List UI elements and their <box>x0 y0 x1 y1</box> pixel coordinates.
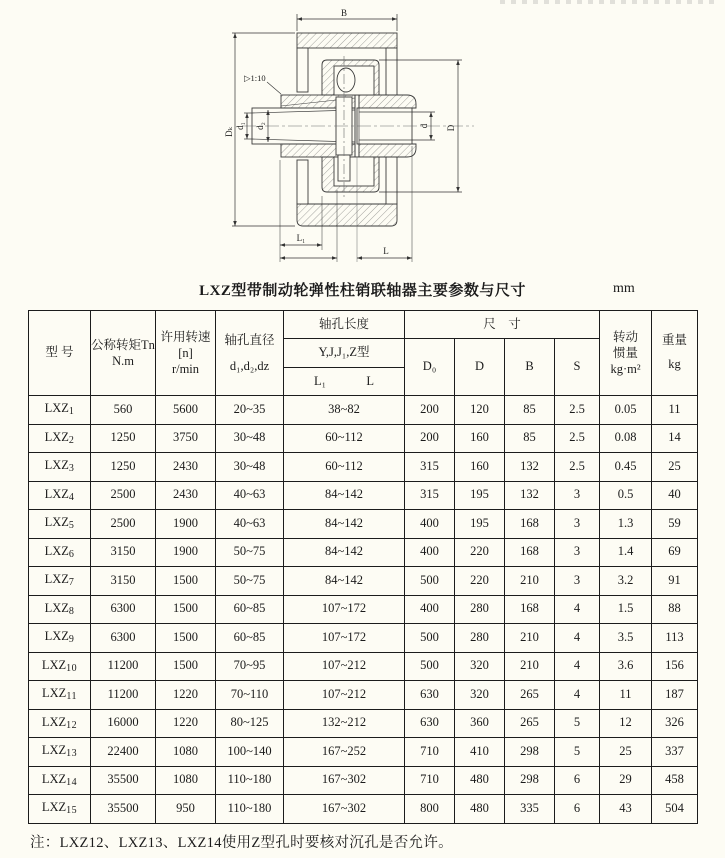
cell-s: 4 <box>555 624 600 653</box>
footnote: 注：LXZ12、LXZ13、LXZ14使用Z型孔时要核对沉孔是否允许。 <box>30 835 453 851</box>
cell-length: 84~142 <box>284 481 405 510</box>
header-D0: D₀ <box>405 339 455 396</box>
cell-speed: 1500 <box>156 624 216 653</box>
cell-inertia: 0.5 <box>600 481 652 510</box>
cell-d: 160 <box>455 424 505 453</box>
cell-speed: 1080 <box>156 766 216 795</box>
right-flange-rim-top <box>359 95 416 108</box>
cell-b: 85 <box>505 424 555 453</box>
cell-bore: 60~85 <box>216 624 284 653</box>
cell-weight: 14 <box>652 424 698 453</box>
cell-d0: 315 <box>405 481 455 510</box>
cell-model: LXZ2 <box>29 424 91 453</box>
cell-b: 265 <box>505 709 555 738</box>
table-row <box>29 681 698 710</box>
cell-inertia: 25 <box>600 738 652 767</box>
table-row <box>29 396 698 425</box>
table-row <box>29 510 698 539</box>
cell-weight: 156 <box>652 652 698 681</box>
cell-model: LXZ15 <box>29 795 91 824</box>
cell-torque: 2500 <box>91 481 156 510</box>
cell-d: 410 <box>455 738 505 767</box>
header-bore-diameter: 轴孔直径 d₁,d₂,dz <box>216 311 284 396</box>
cell-weight: 59 <box>652 510 698 539</box>
cell-weight: 504 <box>652 795 698 824</box>
cell-bore: 50~75 <box>216 567 284 596</box>
cell-d: 320 <box>455 681 505 710</box>
cell-torque: 3150 <box>91 538 156 567</box>
cell-b: 168 <box>505 510 555 539</box>
right-flange-rim-bottom <box>359 144 416 157</box>
cell-speed: 1220 <box>156 709 216 738</box>
header-speed: 许用转速 [n] r/min <box>156 311 216 396</box>
cell-model: LXZ5 <box>29 510 91 539</box>
cell-bore: 50~75 <box>216 538 284 567</box>
taper-label: ▷1:10 <box>244 73 266 83</box>
header-bore-length-types: Y,J,J₁,Z型 <box>284 339 405 368</box>
cell-s: 3 <box>555 481 600 510</box>
cell-torque: 35500 <box>91 795 156 824</box>
cell-b: 168 <box>505 595 555 624</box>
cell-model: LXZ9 <box>29 624 91 653</box>
cell-inertia: 11 <box>600 681 652 710</box>
cell-model: LXZ12 <box>29 709 91 738</box>
table-row <box>29 567 698 596</box>
pin-bulb <box>337 68 355 92</box>
cell-length: 84~142 <box>284 538 405 567</box>
cell-model: LXZ11 <box>29 681 91 710</box>
cell-length: 84~142 <box>284 567 405 596</box>
drum-bottom-band <box>297 204 397 226</box>
coupling-section-drawing <box>222 0 494 270</box>
cell-d: 220 <box>455 538 505 567</box>
dim-d2-label: d₂ <box>255 122 265 130</box>
table-row <box>29 481 698 510</box>
table-row <box>29 453 698 482</box>
cell-bore: 60~85 <box>216 595 284 624</box>
cell-inertia: 1.5 <box>600 595 652 624</box>
table-row <box>29 424 698 453</box>
cutoff-text-fragment <box>500 0 715 4</box>
drum-top-left-lip <box>297 48 308 92</box>
cell-speed: 1080 <box>156 738 216 767</box>
drum-bottom-left-lip <box>297 160 308 204</box>
cell-model: LXZ13 <box>29 738 91 767</box>
cell-s: 5 <box>555 709 600 738</box>
parameters-table <box>28 310 698 824</box>
dim-L1-label: L₁ <box>296 233 306 243</box>
cell-b: 168 <box>505 538 555 567</box>
cell-d: 280 <box>455 595 505 624</box>
cell-length: 132~212 <box>284 709 405 738</box>
cell-inertia: 3.6 <box>600 652 652 681</box>
cell-b: 298 <box>505 766 555 795</box>
cell-model: LXZ6 <box>29 538 91 567</box>
cell-length: 107~172 <box>284 624 405 653</box>
cell-speed: 950 <box>156 795 216 824</box>
cell-d: 195 <box>455 481 505 510</box>
cell-speed: 1500 <box>156 567 216 596</box>
cell-s: 4 <box>555 681 600 710</box>
cell-speed: 1500 <box>156 652 216 681</box>
cell-s: 4 <box>555 652 600 681</box>
dim-L-label: L <box>383 246 389 256</box>
table-row <box>29 595 698 624</box>
cell-speed: 3750 <box>156 424 216 453</box>
header-B: B <box>505 339 555 396</box>
cell-weight: 337 <box>652 738 698 767</box>
cell-length: 84~142 <box>284 510 405 539</box>
cell-d0: 200 <box>405 396 455 425</box>
cell-s: 3 <box>555 538 600 567</box>
dim-d1-label: d₁ <box>235 122 245 130</box>
cell-torque: 3150 <box>91 567 156 596</box>
table-row <box>29 709 698 738</box>
cell-weight: 187 <box>652 681 698 710</box>
cell-s: 2.5 <box>555 396 600 425</box>
cell-weight: 88 <box>652 595 698 624</box>
cell-length: 38~82 <box>284 396 405 425</box>
cell-d: 320 <box>455 652 505 681</box>
dim-D-label: D <box>446 124 456 132</box>
header-model: 型 号 <box>29 311 91 396</box>
cell-weight: 326 <box>652 709 698 738</box>
cell-length: 60~112 <box>284 453 405 482</box>
cell-speed: 1220 <box>156 681 216 710</box>
header-L1-L: L₁ L <box>284 368 405 396</box>
header-S: S <box>555 339 600 396</box>
header-inertia: 转动 惯量 kg·m² <box>600 311 652 396</box>
cell-inertia: 0.45 <box>600 453 652 482</box>
cell-b: 132 <box>505 481 555 510</box>
cell-s: 3 <box>555 567 600 596</box>
drum-bottom-right-wall <box>386 157 397 204</box>
cell-torque: 6300 <box>91 595 156 624</box>
cell-weight: 25 <box>652 453 698 482</box>
cell-d: 480 <box>455 766 505 795</box>
cell-model: LXZ7 <box>29 567 91 596</box>
cell-b: 298 <box>505 738 555 767</box>
cell-b: 335 <box>505 795 555 824</box>
cell-d0: 710 <box>405 766 455 795</box>
cell-d0: 400 <box>405 595 455 624</box>
cell-bore: 100~140 <box>216 738 284 767</box>
cell-torque: 22400 <box>91 738 156 767</box>
cell-torque: 11200 <box>91 681 156 710</box>
cell-bore: 20~35 <box>216 396 284 425</box>
cell-d0: 200 <box>405 424 455 453</box>
cell-bore: 70~110 <box>216 681 284 710</box>
cell-speed: 5600 <box>156 396 216 425</box>
cell-weight: 91 <box>652 567 698 596</box>
cell-model: LXZ4 <box>29 481 91 510</box>
cell-torque: 560 <box>91 396 156 425</box>
cell-s: 3 <box>555 510 600 539</box>
dim-Dk-label: Dₖ <box>224 127 234 137</box>
cell-weight: 69 <box>652 538 698 567</box>
cell-b: 210 <box>505 652 555 681</box>
cell-d0: 500 <box>405 624 455 653</box>
cell-d: 120 <box>455 396 505 425</box>
cell-model: LXZ3 <box>29 453 91 482</box>
cell-d0: 315 <box>405 453 455 482</box>
cell-torque: 1250 <box>91 424 156 453</box>
cell-d0: 400 <box>405 538 455 567</box>
cell-bore: 30~48 <box>216 453 284 482</box>
cell-inertia: 0.08 <box>600 424 652 453</box>
table-row <box>29 652 698 681</box>
cell-torque: 2500 <box>91 510 156 539</box>
cell-inertia: 0.05 <box>600 396 652 425</box>
header-bore-length: 轴孔长度 <box>284 311 405 339</box>
cell-d0: 630 <box>405 709 455 738</box>
cell-s: 5 <box>555 738 600 767</box>
cell-bore: 30~48 <box>216 424 284 453</box>
cell-d: 160 <box>455 453 505 482</box>
cell-s: 6 <box>555 795 600 824</box>
cell-s: 4 <box>555 595 600 624</box>
cell-b: 265 <box>505 681 555 710</box>
table-row <box>29 738 698 767</box>
cell-s: 2.5 <box>555 453 600 482</box>
header-torque: 公称转矩Tn N.m <box>91 311 156 396</box>
cell-s: 6 <box>555 766 600 795</box>
table-title: LXZ型带制动轮弹性柱销联轴器主要参数与尺寸 <box>199 283 526 299</box>
cell-speed: 1900 <box>156 510 216 539</box>
cell-s: 2.5 <box>555 424 600 453</box>
cell-b: 85 <box>505 396 555 425</box>
cell-model: LXZ14 <box>29 766 91 795</box>
cell-d0: 800 <box>405 795 455 824</box>
cell-inertia: 3.5 <box>600 624 652 653</box>
cell-d0: 500 <box>405 652 455 681</box>
cell-inertia: 12 <box>600 709 652 738</box>
cell-inertia: 43 <box>600 795 652 824</box>
cell-length: 167~252 <box>284 738 405 767</box>
cell-b: 210 <box>505 567 555 596</box>
header-dimensions: 尺 寸 <box>405 311 600 339</box>
cell-length: 167~302 <box>284 766 405 795</box>
cell-model: LXZ1 <box>29 396 91 425</box>
drum-top-right-wall <box>386 48 397 95</box>
cell-d: 480 <box>455 795 505 824</box>
cell-bore: 40~63 <box>216 481 284 510</box>
cell-inertia: 29 <box>600 766 652 795</box>
cell-bore: 110~180 <box>216 795 284 824</box>
cell-inertia: 1.4 <box>600 538 652 567</box>
cell-d: 220 <box>455 567 505 596</box>
cell-weight: 113 <box>652 624 698 653</box>
header-D: D <box>455 339 505 396</box>
table-row <box>29 766 698 795</box>
drum-top-band <box>297 33 397 48</box>
cell-d0: 630 <box>405 681 455 710</box>
table-row <box>29 624 698 653</box>
cell-weight: 40 <box>652 481 698 510</box>
dim-B-label: B <box>340 8 348 18</box>
cell-d0: 500 <box>405 567 455 596</box>
dim-d-label: d <box>419 123 429 129</box>
cell-length: 107~212 <box>284 652 405 681</box>
cell-d0: 710 <box>405 738 455 767</box>
cell-length: 107~212 <box>284 681 405 710</box>
cell-b: 132 <box>505 453 555 482</box>
cell-d: 360 <box>455 709 505 738</box>
taper-leader-line <box>267 82 281 94</box>
cell-bore: 110~180 <box>216 766 284 795</box>
cell-weight: 11 <box>652 396 698 425</box>
cell-torque: 35500 <box>91 766 156 795</box>
cell-torque: 11200 <box>91 652 156 681</box>
header-weight: 重量 kg <box>652 311 698 396</box>
cell-d: 195 <box>455 510 505 539</box>
cell-model: LXZ10 <box>29 652 91 681</box>
cell-b: 210 <box>505 624 555 653</box>
cell-model: LXZ8 <box>29 595 91 624</box>
cell-bore: 80~125 <box>216 709 284 738</box>
cell-length: 60~112 <box>284 424 405 453</box>
cell-weight: 458 <box>652 766 698 795</box>
cell-d0: 400 <box>405 510 455 539</box>
cell-speed: 2430 <box>156 481 216 510</box>
cell-torque: 16000 <box>91 709 156 738</box>
cell-speed: 2430 <box>156 453 216 482</box>
cell-inertia: 1.3 <box>600 510 652 539</box>
cell-torque: 6300 <box>91 624 156 653</box>
cell-bore: 70~95 <box>216 652 284 681</box>
cell-length: 167~302 <box>284 795 405 824</box>
cell-torque: 1250 <box>91 453 156 482</box>
unit-label: mm <box>613 281 635 296</box>
table-row <box>29 538 698 567</box>
cell-speed: 1500 <box>156 595 216 624</box>
cell-length: 107~172 <box>284 595 405 624</box>
table-row <box>29 795 698 824</box>
cell-inertia: 3.2 <box>600 567 652 596</box>
cell-d: 280 <box>455 624 505 653</box>
cell-speed: 1900 <box>156 538 216 567</box>
cell-bore: 40~63 <box>216 510 284 539</box>
